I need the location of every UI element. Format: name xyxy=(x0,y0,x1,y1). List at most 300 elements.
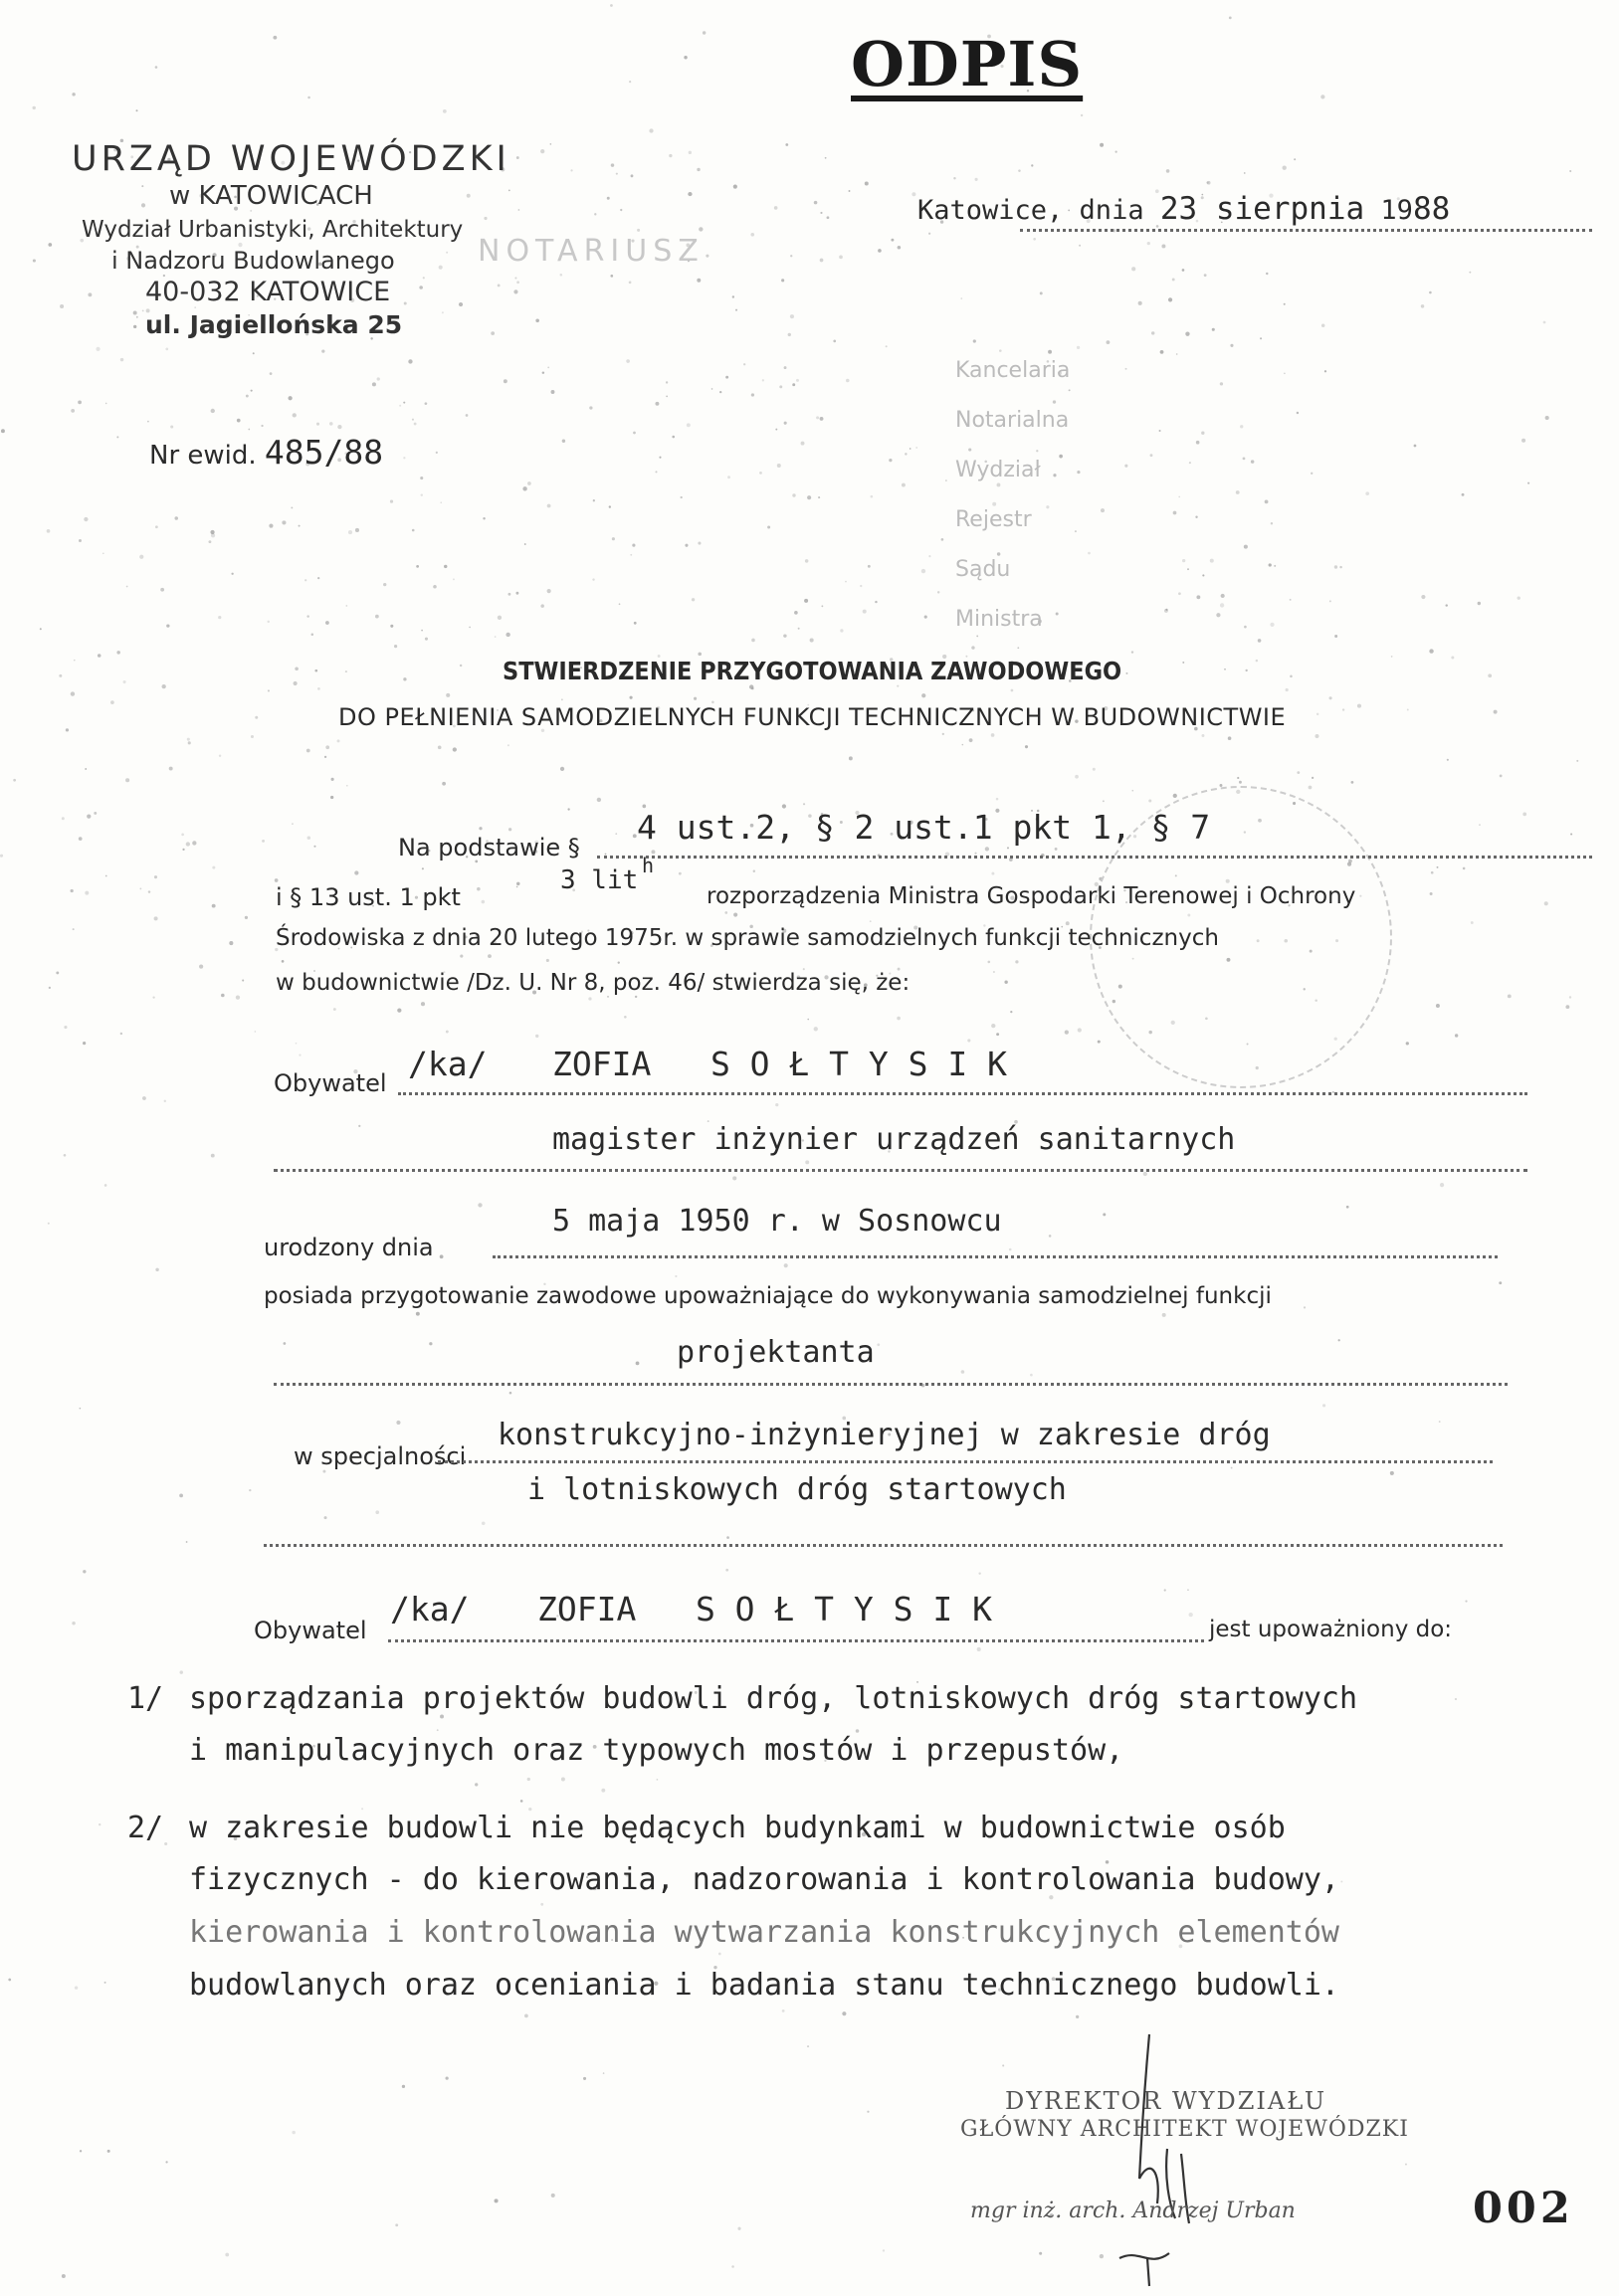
noise-dot xyxy=(484,217,487,220)
noise-dot xyxy=(782,2009,785,2012)
noise-dot xyxy=(601,1789,605,1793)
noise-dot xyxy=(420,477,423,479)
noise-dot xyxy=(1462,493,1465,496)
noise-dot xyxy=(698,653,702,657)
noise-dot xyxy=(436,452,438,454)
noise-dot xyxy=(425,638,428,641)
noise-dot xyxy=(1103,1213,1106,1216)
noise-dot xyxy=(684,56,687,59)
noise-dot xyxy=(329,422,333,426)
date-dotted-line xyxy=(1020,229,1592,232)
noise-dot xyxy=(1017,647,1019,649)
noise-dot xyxy=(325,621,329,625)
noise-dot xyxy=(520,1800,523,1803)
noise-dot xyxy=(977,1647,981,1651)
noise-dot xyxy=(1570,834,1572,836)
noise-dot xyxy=(1025,745,1028,748)
noise-dot xyxy=(155,525,158,528)
noise-dot xyxy=(1421,304,1424,307)
noise-dot xyxy=(1488,673,1492,677)
noise-dot xyxy=(597,798,601,802)
noise-dot xyxy=(784,366,787,369)
noise-dot xyxy=(725,1569,728,1572)
noise-dot xyxy=(1357,704,1361,708)
noise-dot xyxy=(1182,662,1184,664)
noise-dot xyxy=(1447,759,1449,761)
noise-dot xyxy=(288,396,292,400)
noise-dot xyxy=(924,616,927,619)
noise-dot xyxy=(1431,871,1434,874)
noise-dot xyxy=(1046,505,1049,508)
noise-dot xyxy=(72,93,75,96)
noise-dot xyxy=(331,778,334,781)
noise-dot xyxy=(814,201,818,205)
noise-dot xyxy=(515,592,518,595)
noise-dot xyxy=(1176,353,1178,355)
noise-dot xyxy=(821,605,823,607)
noise-dot xyxy=(1196,595,1200,599)
noise-dot xyxy=(560,274,563,277)
noise-dot xyxy=(443,109,447,113)
noise-dot xyxy=(1339,566,1341,568)
noise-dot xyxy=(402,2085,405,2088)
noise-dot xyxy=(412,529,415,532)
noise-dot xyxy=(1125,672,1127,674)
document-date xyxy=(917,191,1450,227)
noise-dot xyxy=(136,109,138,111)
noise-dot xyxy=(324,1516,327,1519)
noise-dot xyxy=(762,379,764,381)
noise-dot xyxy=(675,1275,677,1277)
noise-dot xyxy=(1189,462,1191,464)
noise-dot xyxy=(479,827,482,830)
noise-dot xyxy=(1182,559,1185,562)
noise-dot xyxy=(1138,301,1142,305)
point-1-line-1: sporządzania projektów budowli dróg, lotniskowych dróg startowych xyxy=(189,1681,1357,1716)
noise-dot xyxy=(889,459,892,462)
noise-dot xyxy=(192,841,196,845)
noise-dot xyxy=(482,900,486,904)
noise-dot xyxy=(294,681,298,685)
noise-dot xyxy=(637,229,640,232)
noise-dot xyxy=(1406,1042,1409,1045)
noise-dot xyxy=(666,396,668,398)
person-dotted-line xyxy=(398,1092,1527,1095)
noise-dot xyxy=(64,1154,67,1157)
noise-dot xyxy=(1131,790,1133,792)
noise-dot xyxy=(412,419,414,421)
noise-dot xyxy=(594,213,596,215)
noise-dot xyxy=(1320,95,1324,98)
noise-dot xyxy=(377,377,380,380)
noise-dot xyxy=(631,174,634,177)
noise-dot xyxy=(295,667,299,670)
noise-dot xyxy=(626,359,630,363)
noise-dot xyxy=(779,385,782,388)
noise-dot xyxy=(1284,303,1286,305)
authorized-tail: jest upoważniony do: xyxy=(1209,1617,1453,1642)
specialty-dotted-line xyxy=(438,1460,1493,1463)
noise-dot xyxy=(345,670,347,672)
noise-dot xyxy=(1256,660,1258,662)
noise-dot xyxy=(807,495,811,499)
noise-dot xyxy=(508,189,510,191)
noise-dot xyxy=(346,605,348,607)
noise-dot xyxy=(634,622,637,625)
noise-dot xyxy=(292,823,294,825)
noise-dot xyxy=(248,429,250,431)
noise-dot xyxy=(306,615,308,617)
noise-dot xyxy=(416,565,419,568)
noise-dot xyxy=(1342,708,1344,710)
noise-dot xyxy=(155,1268,158,1271)
noise-dot xyxy=(282,520,286,524)
noise-dot xyxy=(74,660,76,662)
noise-dot xyxy=(64,1026,67,1029)
noise-dot xyxy=(516,281,519,284)
noise-dot xyxy=(169,767,173,771)
noise-dot xyxy=(733,185,737,189)
noise-dot xyxy=(1527,482,1529,484)
noise-dot xyxy=(442,311,444,313)
noise-dot xyxy=(495,2199,499,2202)
noise-dot xyxy=(774,206,778,210)
noise-dot xyxy=(942,733,944,735)
noise-dot xyxy=(1269,563,1272,566)
noise-dot xyxy=(56,971,59,974)
noise-dot xyxy=(460,665,462,667)
noise-dot xyxy=(311,634,314,637)
noise-dot xyxy=(1244,172,1246,174)
qualification-function: projektanta xyxy=(677,1335,875,1370)
birth-label: urodzony dnia xyxy=(264,1234,434,1261)
noise-dot xyxy=(669,154,672,157)
noise-dot xyxy=(937,591,939,593)
noise-dot xyxy=(453,747,457,751)
noise-dot xyxy=(1429,649,1433,653)
noise-dot xyxy=(1011,689,1014,692)
noise-dot xyxy=(743,363,745,365)
noise-dot xyxy=(610,275,613,278)
noise-dot xyxy=(292,2131,295,2134)
noise-dot xyxy=(267,621,269,623)
noise-dot xyxy=(611,163,614,166)
noise-dot xyxy=(1103,800,1105,802)
noise-dot xyxy=(498,285,501,287)
noise-dot xyxy=(141,203,145,207)
noise-dot xyxy=(589,406,592,409)
noise-dot xyxy=(953,177,955,179)
noise-dot xyxy=(928,555,930,557)
noise-dot xyxy=(1322,1404,1325,1407)
noise-dot xyxy=(262,840,265,843)
noise-dot xyxy=(1002,2064,1004,2066)
basis-line-3: Środowiska z dnia 20 lutego 1975r. w sprawie samodzielnych funkcji technicznych xyxy=(276,925,1219,951)
noise-dot xyxy=(629,81,631,83)
noise-dot xyxy=(735,309,737,311)
noise-dot xyxy=(160,588,164,592)
noise-dot xyxy=(635,996,637,998)
noise-dot xyxy=(165,348,168,351)
noise-dot xyxy=(1465,1601,1467,1603)
noise-dot xyxy=(80,2150,82,2152)
noise-dot xyxy=(1321,323,1324,326)
noise-dot xyxy=(446,693,450,697)
noise-dot xyxy=(314,670,317,672)
noise-dot xyxy=(610,4,613,7)
noise-dot xyxy=(1143,1172,1147,1176)
noise-dot xyxy=(1405,2164,1407,2166)
noise-dot xyxy=(1004,981,1007,984)
stamp-ghost-5: Rejestr xyxy=(955,507,1032,532)
noise-dot xyxy=(790,255,792,257)
noise-dot xyxy=(187,738,190,741)
noise-dot xyxy=(540,604,544,608)
noise-dot xyxy=(803,803,805,805)
noise-dot xyxy=(1478,602,1481,605)
noise-dot xyxy=(818,496,820,498)
noise-dot xyxy=(141,185,143,187)
noise-dot xyxy=(253,352,255,354)
noise-dot xyxy=(275,878,279,882)
noise-dot xyxy=(867,2111,869,2113)
noise-dot xyxy=(1228,736,1232,740)
noise-dot xyxy=(506,633,509,637)
noise-dot xyxy=(1565,1005,1569,1009)
noise-dot xyxy=(446,252,448,254)
noise-dot xyxy=(706,255,708,258)
noise-dot xyxy=(1576,760,1578,762)
noise-dot xyxy=(1009,1248,1012,1251)
noise-dot xyxy=(877,1343,880,1346)
noise-dot xyxy=(325,745,329,749)
noise-dot xyxy=(633,432,636,435)
noise-dot xyxy=(997,483,1001,487)
noise-dot xyxy=(975,178,978,181)
record-label: Nr ewid. xyxy=(149,441,257,471)
noise-dot xyxy=(513,289,517,293)
noise-dot xyxy=(429,1342,432,1345)
noise-dot xyxy=(737,2227,740,2230)
noise-dot xyxy=(820,259,824,263)
noise-dot xyxy=(446,2077,449,2080)
noise-dot xyxy=(1230,344,1233,347)
birth-dotted-line xyxy=(493,1255,1498,1258)
noise-dot xyxy=(1185,331,1189,335)
noise-dot xyxy=(1077,471,1080,474)
noise-dot xyxy=(508,828,511,831)
noise-dot xyxy=(1329,600,1331,602)
noise-dot xyxy=(1168,297,1172,301)
noise-dot xyxy=(358,1125,360,1127)
noise-dot xyxy=(1421,595,1425,599)
noise-dot xyxy=(75,1986,78,1989)
noise-dot xyxy=(726,1536,729,1539)
noise-dot xyxy=(507,744,509,746)
noise-dot xyxy=(928,233,930,235)
noise-dot xyxy=(188,741,191,744)
noise-dot xyxy=(751,639,755,643)
noise-dot xyxy=(48,243,52,247)
noise-dot xyxy=(945,479,947,481)
noise-dot xyxy=(630,696,633,699)
noise-dot xyxy=(1240,425,1243,428)
noise-dot xyxy=(1440,1183,1444,1187)
signature-line-3: mgr inż. arch. Andrzej Urban xyxy=(970,2199,1296,2223)
noise-dot xyxy=(849,190,851,192)
noise-dot xyxy=(1446,604,1448,606)
noise-dot xyxy=(718,1953,721,1956)
noise-dot xyxy=(62,817,65,820)
noise-dot xyxy=(0,855,3,858)
noise-dot xyxy=(249,1489,251,1491)
noise-dot xyxy=(79,837,83,841)
noise-dot xyxy=(218,616,221,619)
noise-dot xyxy=(636,1361,640,1365)
noise-dot xyxy=(583,2077,586,2080)
noise-dot xyxy=(807,2045,809,2047)
noise-dot xyxy=(229,941,233,945)
noise-dot xyxy=(255,1031,257,1033)
noise-dot xyxy=(560,767,564,771)
noise-dot xyxy=(688,192,692,196)
noise-dot xyxy=(299,525,301,527)
noise-dot xyxy=(792,383,795,386)
noise-dot xyxy=(921,693,925,697)
noise-dot xyxy=(846,379,850,383)
noise-dot xyxy=(801,442,805,446)
noise-dot xyxy=(1220,382,1223,385)
noise-dot xyxy=(1545,416,1549,420)
noise-dot xyxy=(753,870,755,872)
noise-dot xyxy=(863,610,867,614)
date-prefix: Katowice, dnia xyxy=(917,195,1144,226)
noise-dot xyxy=(547,366,549,368)
noise-dot xyxy=(116,436,118,438)
noise-dot xyxy=(104,1184,107,1187)
basis-typed: 4 ust.2, § 2 ust.1 pkt 1, § 7 xyxy=(637,808,1211,847)
noise-dot xyxy=(299,1054,301,1056)
basis-sub-lit: 3 lit xyxy=(560,865,639,895)
noise-dot xyxy=(1351,781,1354,784)
noise-dot xyxy=(1078,1028,1082,1032)
noise-dot xyxy=(269,524,273,528)
point-2-line-3: kierowania i kontrolowania wytwarzania konstrukcyjnych elementów xyxy=(189,1915,1339,1950)
noise-dot xyxy=(155,66,158,69)
noise-dot xyxy=(1173,794,1177,798)
noise-dot xyxy=(1049,1235,1052,1238)
noise-dot xyxy=(437,1729,439,1731)
noise-dot xyxy=(547,504,551,508)
noise-dot xyxy=(433,585,437,589)
noise-dot xyxy=(219,754,221,756)
noise-dot xyxy=(1178,496,1180,498)
noise-dot xyxy=(237,419,241,423)
noise-dot xyxy=(79,539,82,542)
noise-dot xyxy=(48,1223,50,1225)
noise-dot xyxy=(403,402,405,404)
noise-dot xyxy=(1098,1041,1101,1044)
noise-dot xyxy=(403,677,406,680)
noise-dot xyxy=(1469,272,1471,274)
noise-dot xyxy=(698,542,701,545)
noise-dot xyxy=(491,331,495,335)
noise-dot xyxy=(306,749,310,753)
noise-dot xyxy=(1479,824,1481,826)
noise-dot xyxy=(147,421,149,423)
noise-dot xyxy=(165,2161,167,2163)
noise-dot xyxy=(522,486,526,490)
noise-dot xyxy=(383,583,386,586)
noise-dot xyxy=(1338,1339,1340,1341)
noise-dot xyxy=(1463,867,1466,870)
noise-dot xyxy=(784,1263,788,1267)
noise-dot xyxy=(394,645,397,648)
noise-dot xyxy=(732,295,734,297)
noise-dot xyxy=(346,785,348,787)
noise-dot xyxy=(1,429,5,433)
noise-dot xyxy=(971,646,974,649)
noise-dot xyxy=(1543,321,1546,324)
noise-dot xyxy=(910,448,911,450)
noise-dot xyxy=(133,325,136,328)
noise-dot xyxy=(321,350,324,353)
noise-dot xyxy=(777,464,781,468)
noise-dot xyxy=(440,501,442,503)
birth-value: 5 maja 1950 r. w Sosnowcu xyxy=(552,1204,1002,1239)
noise-dot xyxy=(976,636,978,638)
noise-dot xyxy=(139,888,141,890)
noise-dot xyxy=(495,636,497,638)
noise-dot xyxy=(624,1016,627,1019)
point-1-line-2: i manipulacyjnych oraz typowych mostów i przepustów, xyxy=(189,1733,1124,1768)
basis-sub-h: h xyxy=(642,854,655,877)
noise-dot xyxy=(152,996,154,998)
noise-dot xyxy=(878,249,882,253)
stamp-ghost-2: Kancelaria xyxy=(955,358,1071,383)
noise-dot xyxy=(781,279,784,282)
noise-dot xyxy=(868,565,871,568)
noise-dot xyxy=(1201,432,1204,435)
authorized-label: Obywatel xyxy=(254,1617,367,1644)
noise-dot xyxy=(991,1024,995,1028)
office-name: URZĄD WOJEWÓDZKI xyxy=(72,139,510,179)
signature-line-2: GŁÓWNY ARCHITEKT WOJEWÓDZKI xyxy=(960,2117,1409,2142)
noise-dot xyxy=(514,277,516,279)
noise-dot xyxy=(562,440,565,443)
noise-dot xyxy=(453,578,455,580)
noise-dot xyxy=(1055,848,1058,851)
noise-dot xyxy=(609,505,611,507)
noise-dot xyxy=(102,552,104,554)
noise-dot xyxy=(478,1203,482,1207)
noise-dot xyxy=(255,716,258,719)
noise-dot xyxy=(968,448,971,451)
basis-line-4: w budownictwie /Dz. U. Nr 8, poz. 46/ stwierdza się, że: xyxy=(276,970,911,996)
noise-dot xyxy=(446,1031,449,1034)
noise-dot xyxy=(1164,609,1168,613)
noise-dot xyxy=(125,778,129,782)
noise-dot xyxy=(805,1160,809,1164)
noise-dot xyxy=(164,1100,166,1102)
noise-dot xyxy=(1039,2252,1042,2255)
noise-dot xyxy=(1075,530,1077,532)
noise-dot xyxy=(842,2011,846,2015)
noise-dot xyxy=(540,1903,543,1906)
noise-dot xyxy=(1202,574,1204,576)
noise-dot xyxy=(395,2223,398,2226)
noise-dot xyxy=(221,994,225,998)
